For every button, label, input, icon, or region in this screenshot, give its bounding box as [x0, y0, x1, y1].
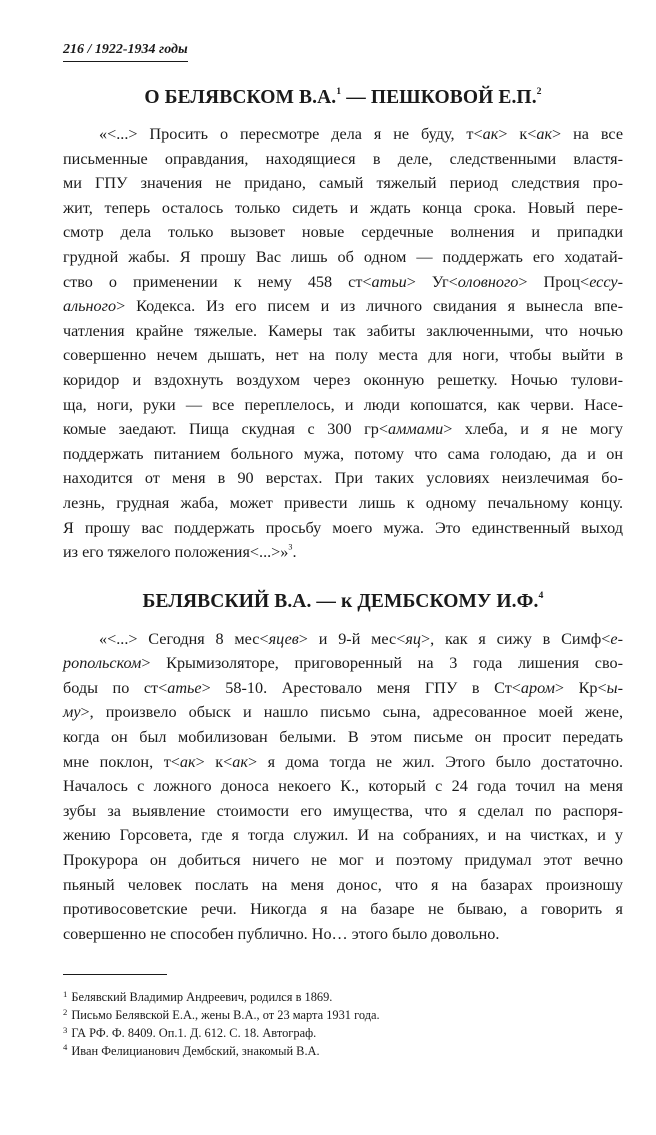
footnote-ref-4[interactable]: 4	[538, 589, 544, 601]
text-line: ального> Кодекса. Из его писем и из личного свидания я вынесла впе-	[63, 297, 623, 316]
footnote-ref-2[interactable]: 2	[536, 86, 542, 98]
footnote-item	[63, 1025, 623, 1043]
text-line: комые заедают. Пища скудная с 300 гр<аммами> хлеба, и я не могу	[63, 420, 623, 439]
text-line: поддержать питанием больного мужа, потому что сама голодаю, да и он	[63, 444, 623, 463]
text-line: ми ГПУ значения не придано, самый тяжелый период следствия про-	[63, 174, 623, 193]
footnote-item	[63, 1007, 623, 1025]
footnote-number: 3	[63, 1024, 68, 1035]
text-line: мне поклон, т<ак> к<ак> я дома тогда не жил. Этого было достаточно.	[63, 752, 623, 771]
text-line: боды по ст<атье> 58-10. Арестовало меня ГПУ в Ст<аром> Кр<ы-	[63, 678, 623, 697]
text-line: «<...> Просить о пересмотре дела я не буду, т<ак> к<ак> на все	[99, 125, 624, 143]
text-line: противосоветские речи. Никогда я на базаре не бываю, а говорить я	[63, 900, 623, 919]
footnote-ref-3[interactable]: 3	[288, 542, 293, 552]
text-line: Я прошу вас поддержать просьбу моего мужа. Это единственный выход	[63, 518, 623, 537]
text-line: ща, ноги, руки — все переплелось, и люди копошатся, как черви. Насе-	[63, 395, 623, 414]
section-title-2	[63, 591, 623, 613]
section-title-1-text: О БЕЛЯВСКОМ В.А.	[144, 87, 337, 108]
text-line: му>, произвело обыск и нашло письмо сына, адресованное моей жене,	[63, 703, 623, 722]
footnote-divider	[63, 974, 167, 975]
text-line: жит, теперь осталось только сидеть и ждать конца срока. Новый пере-	[63, 198, 623, 217]
footnote-number: 4	[63, 1042, 68, 1053]
text-line: пьяный человек послать на меня донос, что я на базарах произношу	[63, 875, 623, 894]
footnote-text: Письмо Белявской Е.А., жены В.А., от 23 марта 1931 года.	[71, 1008, 380, 1023]
footnote-text: Белявский Владимир Андреевич, родился в 1869.	[71, 990, 333, 1005]
text-line: смотр дела только вызовет новые сердечные волнения и припадки	[63, 223, 623, 242]
paragraph-1	[63, 122, 623, 565]
text-line: совершенно не способен публично. Но… этого было довольно.	[63, 924, 500, 943]
text-line: Началось с ложного доноса некоего К., который с 24 года точил на меня	[63, 777, 623, 796]
text-line: ство о применении к нему 458 ст<атьи> Уг<оловного> Проц<ессу-	[63, 272, 623, 291]
text-line: чатления крайне тяжелые. Камеры так забиты заключенными, что ночью	[63, 321, 623, 340]
section-title-1-separator: —	[341, 87, 371, 108]
page	[63, 40, 623, 1061]
text-line: Прокурора он добиться ничего не мог и поэтому придумал этот вечно	[63, 851, 623, 870]
text-line: письменные оправдания, находящиеся в деле, следственными властя-	[63, 149, 623, 168]
text-line: «<...> Сегодня 8 мес<яцев> и 9-й мес<яц>, как я сижу в Симф<е-	[99, 629, 623, 648]
footnote-number: 2	[63, 1006, 68, 1017]
text-line: лезнь, грудная жаба, может привести лишь к одному печальному концу.	[63, 493, 623, 512]
footnotes	[63, 989, 623, 1060]
section-title-1-tail: ПЕШКОВОЙ Е.П.	[370, 87, 537, 108]
text-line: находится от меня в 90 верстах. При таких условиях неизлечимая бо-	[63, 469, 623, 488]
text-line: зубы за выявление стоимости его имущества, что я сделал по распоря-	[63, 801, 623, 820]
footnote-text: Иван Фелицианович Дембский, знакомый В.А.	[71, 1043, 320, 1058]
footnote-item	[63, 1043, 623, 1061]
text-line: когда он был мобилизован белыми. В этом письме он просит передать	[63, 728, 623, 747]
text-line: совершенно нечем дышать, нет на полу места для ноги, чтобы выйти в	[63, 346, 623, 365]
text-line: из его тяжелого положения<...>»$^3$.	[63, 542, 297, 562]
running-head: 216 / 1922-1934 годы	[63, 42, 188, 62]
footnote-number: 1	[63, 989, 68, 1000]
footnote-ref-1[interactable]: 1	[336, 86, 342, 98]
text-line: жению Горсовета, где я тогда служил. И на собраниях, и на чистках, и у	[63, 826, 623, 845]
footnote-text: ГА РФ. Ф. 8409. Оп.1. Д. 612. С. 18. Автограф.	[71, 1026, 317, 1040]
text-line: грудной жабы. Я прошу Вас лишь об одном — поддержать его ходатай-	[63, 247, 623, 266]
text-line: ропольском> Крымизоляторе, приговоренный на 3 года лишения сво-	[63, 654, 623, 673]
footnote-item	[63, 989, 623, 1007]
paragraph-2	[63, 627, 623, 947]
section-title-2-text: БЕЛЯВСКИЙ В.А. — к ДЕМБСКОМУ И.Ф.	[142, 590, 539, 612]
section-title-1	[63, 87, 623, 109]
text-line: коридор и вздохнуть воздухом через оконную решетку. Ночью тулови-	[63, 370, 623, 389]
